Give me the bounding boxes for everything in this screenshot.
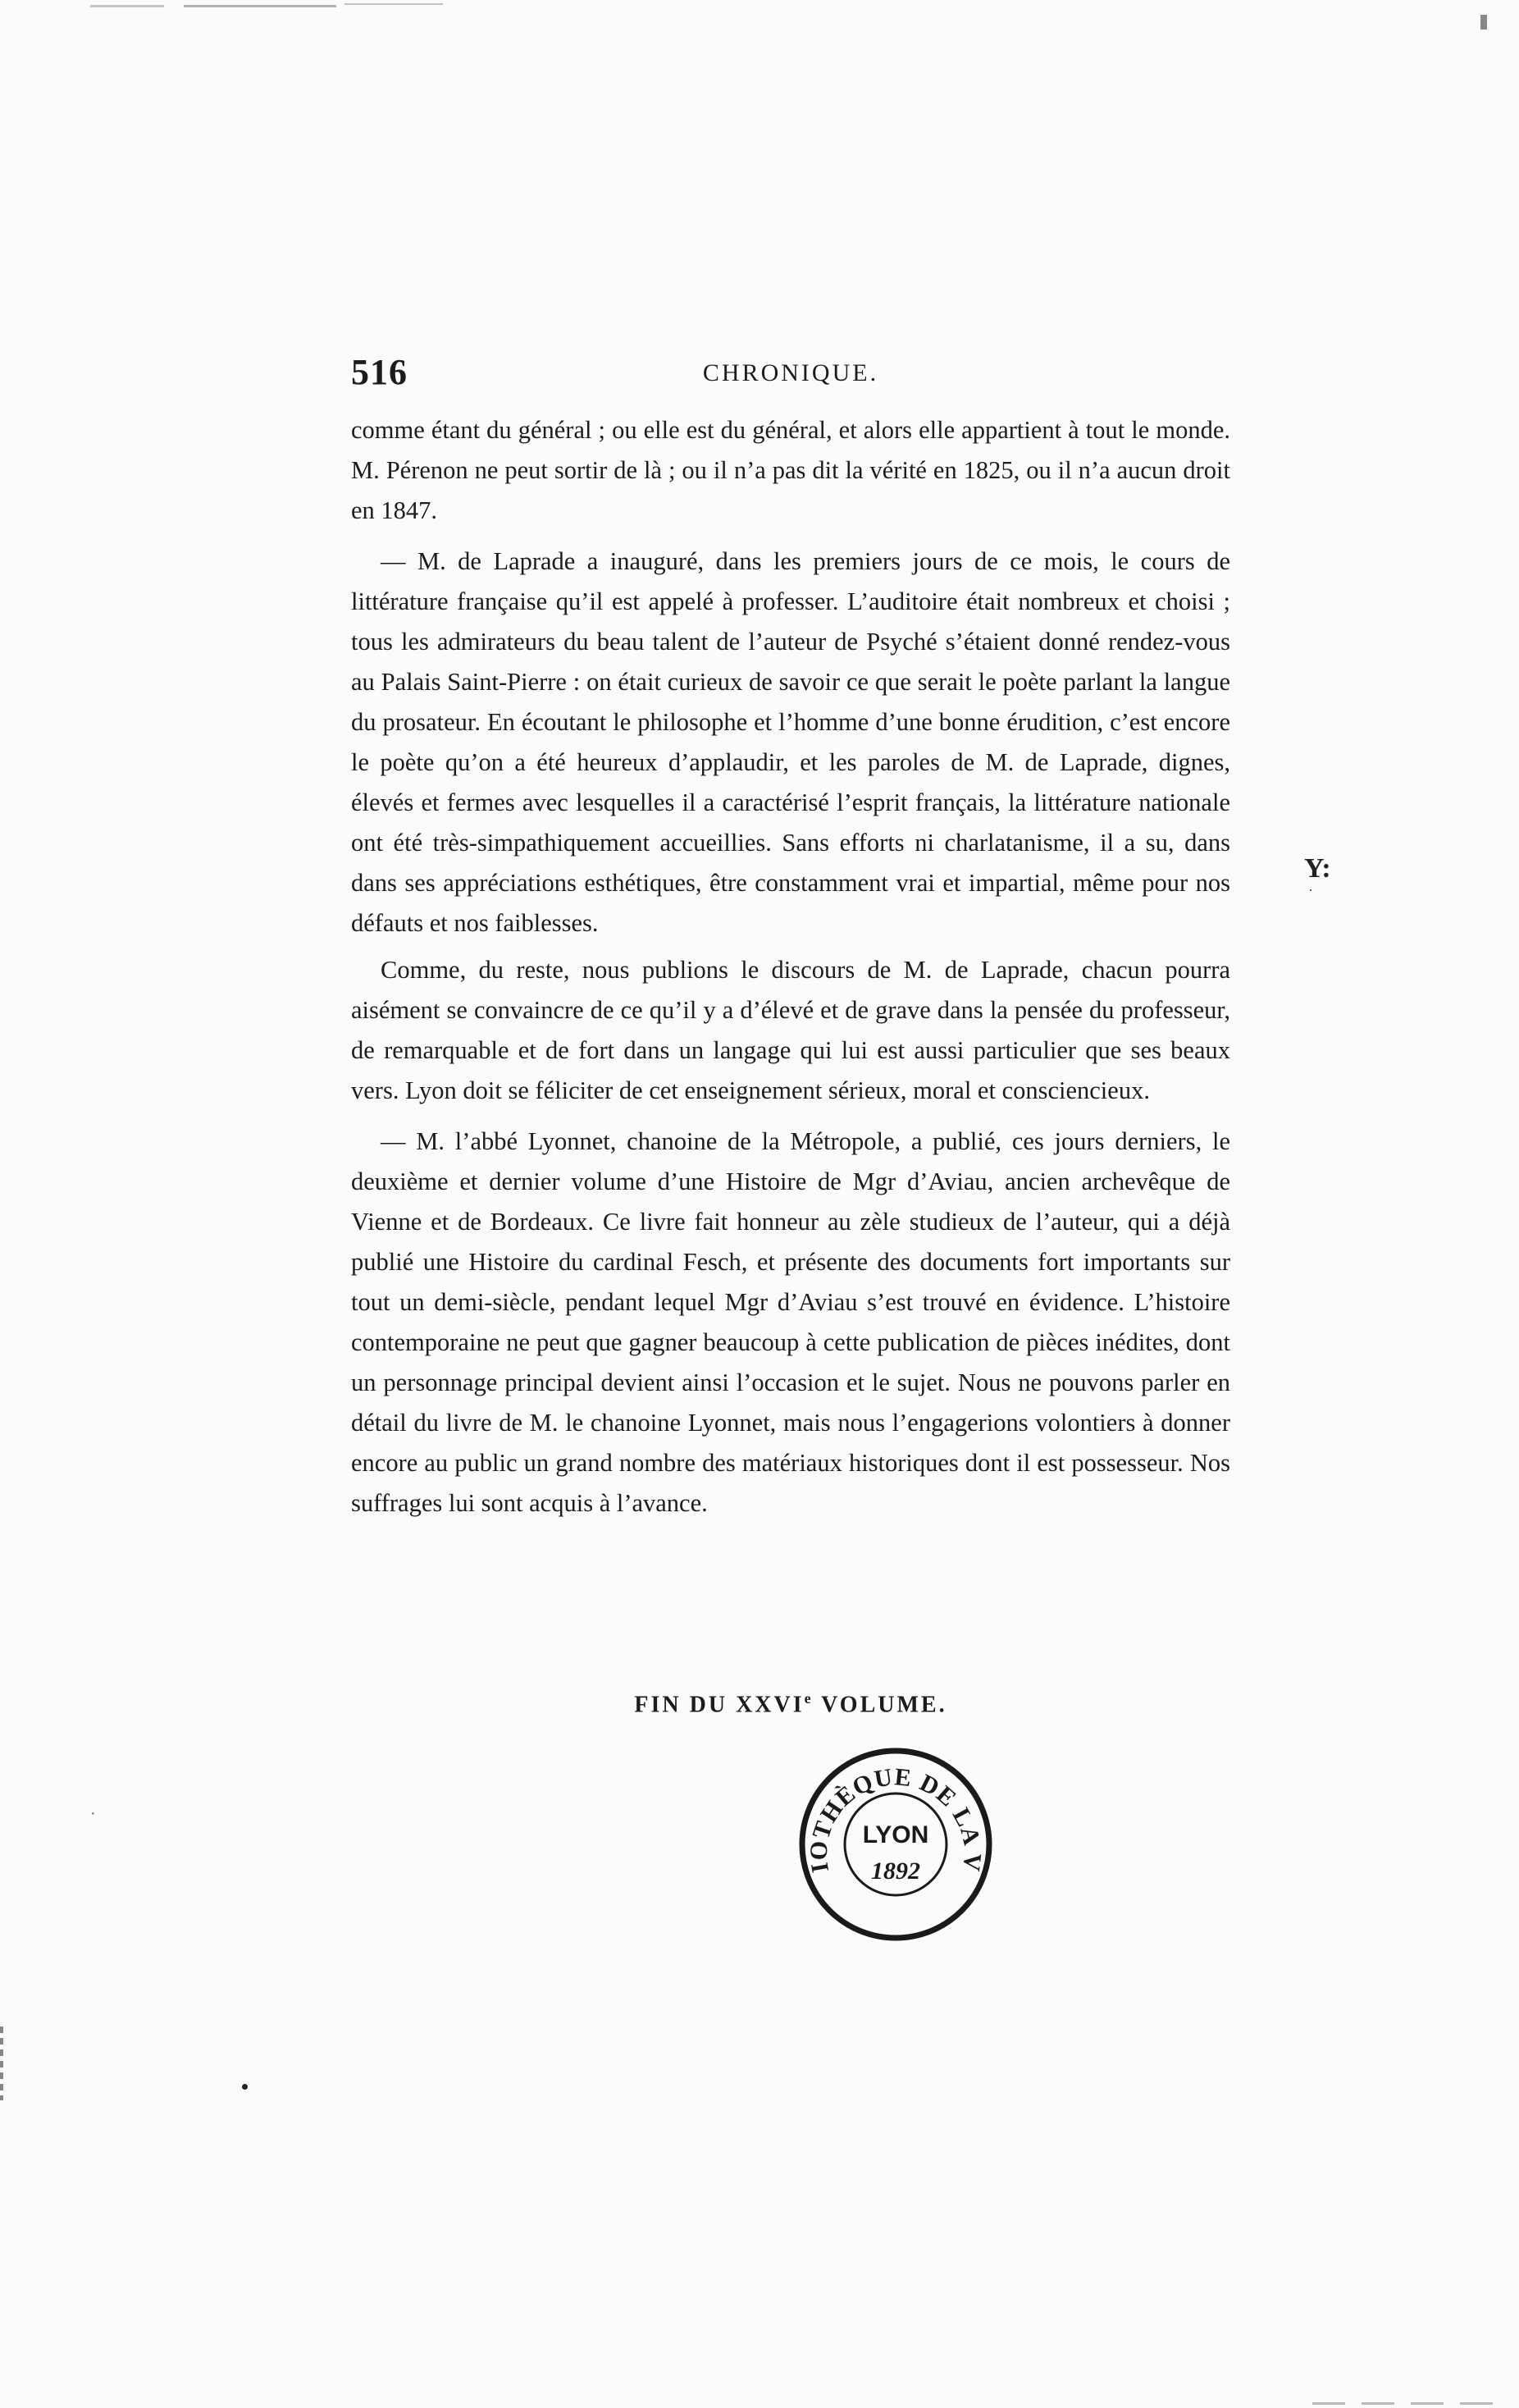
stamp-top-text: IOTHÈQUE DE LA V [805,1763,987,1875]
scan-artifact-top-rule-2 [344,3,443,5]
paragraph-4: — M. l’abbé Lyonnet, chanoine de la Métropole, a publié, ces jours derniers, le deuxième et dernier volume d’une Histoire de Mgr d’Aviau, ancien archevêque de Vienne et de Bordeaux. Ce livre fait honneur au zèle studieux de l’auteur, qui a déjà publié une Histoire du cardinal Fesch, et présente des documents fort importants sur tout un demi-siècle, pendant lequel Mgr d’Aviau s’est trouvé en évidence. L’histoire contemporaine ne peut que gagner beaucoup à cette publication de pièces inédites, dont un personnage principal devient ainsi l’occasion et le sujet. Nous ne pouvons parler en détail du livre de M. le chanoine Lyonnet, mais nous l’engagerions volontiers à donner encore au public un grand nombre des matériaux historiques dont il est possesseur. Nos suffrages lui sont acquis à l’avance. [351,1127,1230,1517]
scan-artifact-ink-dot [242,2084,248,2090]
scan-artifact-dot: · [90,1805,96,1823]
stamp-city: LYON [862,1821,929,1848]
svg-text:BIBLIOTHÈQUE DE LA VILLE [797,1746,987,1875]
stamp-year: 1892 [871,1857,920,1885]
library-stamp-seal [797,1746,994,1943]
paragraph-2: — M. de Laprade a inauguré, dans les premiers jours de ce mois, le cours de littérature française qu’il est appelé à professer. L’auditoire était nombreux et choisi ; tous les admirateurs du beau talent de l’auteur de Psyché s’étaient donné rendez-vous au Palais Saint-Pierre : on était curieux de savoir ce que serait le poète parlant la langue du prosateur. En écoutant le philosophe et l’homme d’une bonne érudition, c’est encore le poète qu’on a été heureux d’applaudir, et les paroles de M. de Laprade, dignes, élevés et fermes avec lesquelles il a caractérisé l’esprit français, la littérature nationale ont été très-simpathiquement accueillies. Sans efforts ni charlatanisme, il a su, dans dans ses appréciations esthétiques, être constamment vrai et impartial, même pour nos défauts et nos faiblesses. [351,547,1230,937]
body-text [351,410,1230,1524]
scan-artifact-top-rule [90,5,336,7]
end-of-volume-note [351,1690,1230,1718]
end-note-suffix: VOLUME. [813,1692,947,1718]
paragraph-1: comme étant du général ; ou elle est du général, et alors elle appartient à tout le monde. M. Pérenon ne peut sortir de là ; ou il n’a pas dit la vérité en 1825, ou il n’a aucun droit en 1847. [351,416,1230,524]
scan-artifact-left-edge [0,2026,3,2100]
end-note-text: FIN DU XXVI [634,1692,805,1718]
margin-mark: Y: [1304,853,1331,884]
paragraph-3: Comme, du reste, nous publions le discours de M. de Laprade, chacun pourra aisément se convaincre de ce qu’il y a d’élevé et de grave dans la pensée du professeur, de remarquable et de fort dans un langage qui lui est aussi particulier que ses beaux vers. Lyon doit se féliciter de cet enseignement sérieux, moral et consciencieux. [351,956,1230,1104]
scan-artifact-corner-mark [1480,15,1487,30]
margin-mark-small: · [1308,882,1313,898]
running-head: CHRONIQUE. [702,359,879,386]
library-stamp [797,1746,994,1943]
page-header [351,351,1230,400]
end-note-superscript: e [804,1690,814,1707]
scan-artifact-bottom-rule [1312,2402,1501,2405]
page-number: 516 [351,352,408,392]
